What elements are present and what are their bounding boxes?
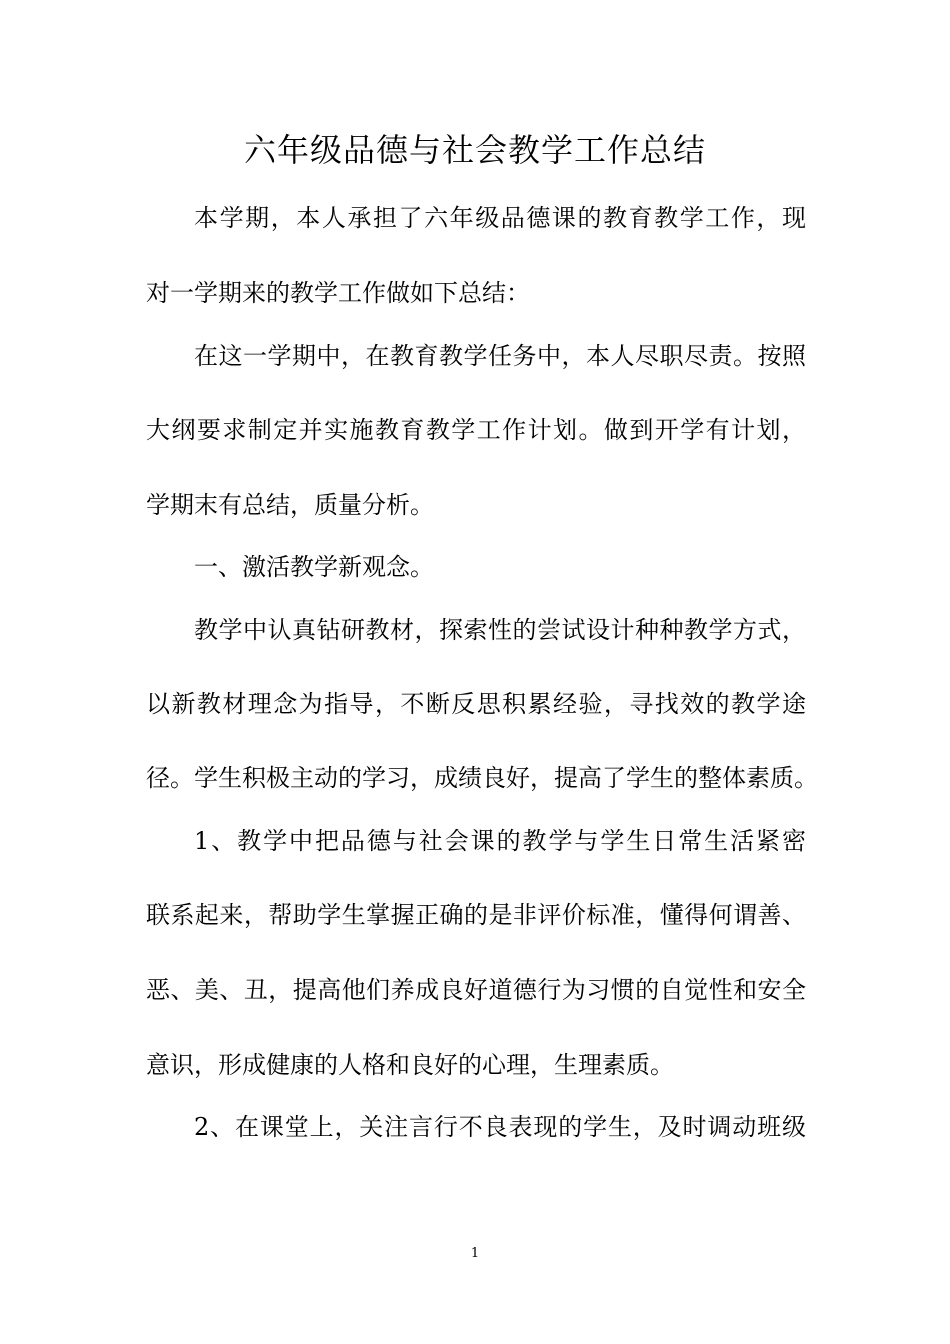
paragraph-line: 恶、美、丑，提高他们养成良好道德行为习惯的自觉性和安全 — [146, 976, 806, 1004]
paragraph-line: 在这一学期中，在教育教学任务中，本人尽职尽责。按照 — [194, 342, 806, 370]
paragraph-line: 教学中认真钻研教材，探索性的尝试设计种种教学方式， — [194, 616, 806, 644]
section-heading: 一、激活教学新观念。 — [194, 553, 434, 581]
paragraph-line: 联系起来，帮助学生掌握正确的是非评价标准，懂得何谓善、 — [146, 901, 806, 929]
page-number: 1 — [470, 1246, 480, 1261]
paragraph-line: 本学期，本人承担了六年级品德课的教育教学工作，现 — [194, 204, 806, 232]
document-title: 六年级品德与社会教学工作总结 — [243, 131, 706, 169]
paragraph-line: 2、在课堂上，关注言行不良表现的学生，及时调动班级 — [194, 1113, 806, 1141]
paragraph-line: 1、教学中把品德与社会课的教学与学生日常生活紧密 — [194, 827, 806, 855]
paragraph-line: 学期末有总结，质量分析。 — [146, 491, 434, 519]
paragraph-line: 对一学期来的教学工作做如下总结： — [146, 279, 530, 307]
paragraph-line: 大纲要求制定并实施教育教学工作计划。做到开学有计划， — [146, 416, 806, 444]
paragraph-line: 径。学生积极主动的学习，成绩良好，提高了学生的整体素质。 — [146, 764, 818, 792]
paragraph-line: 意识，形成健康的人格和良好的心理，生理素质。 — [146, 1051, 674, 1079]
paragraph-line: 以新教材理念为指导，不断反思积累经验，寻找效的教学途 — [146, 690, 806, 718]
